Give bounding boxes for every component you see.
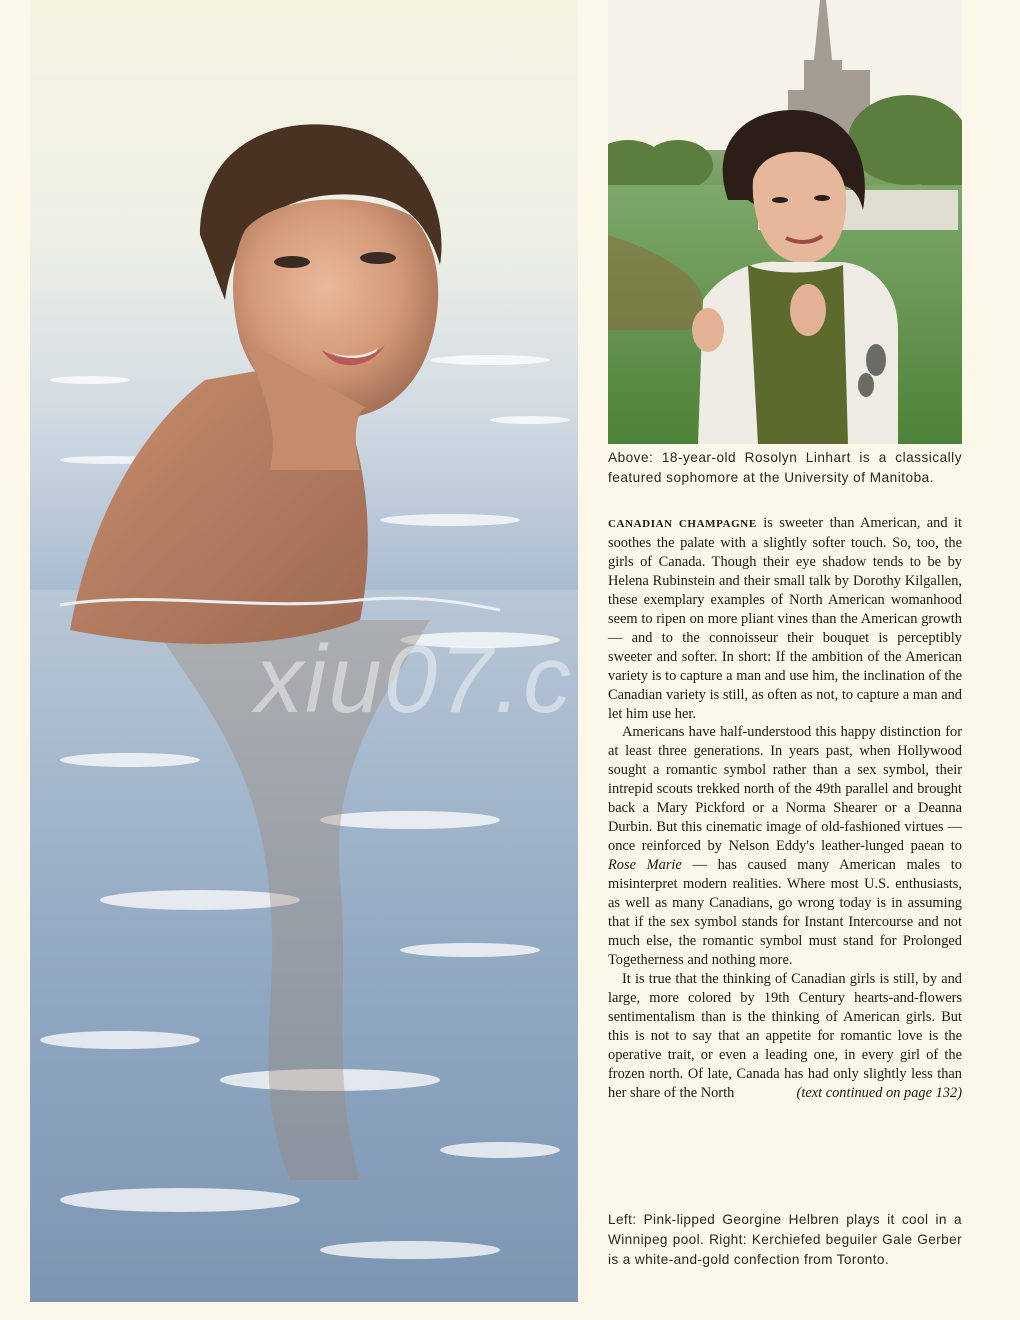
caption-top: Above: 18-year-old Rosolyn Linhart is a classically featured sophomore at the University of Manitoba. xyxy=(608,450,962,485)
paragraph-1 xyxy=(608,514,962,723)
lead-in: CANADIAN CHAMPAGNE xyxy=(608,518,757,530)
paragraph-2-text-a: Americans have half-understood this happy distinction for at least three generations. In years past, when Hollywood sought a romantic symbol rather than a sex symbol, their intrepid scouts trekked north of the 49th parallel and brought back a Mary Pickford or a Norma Shearer or a Deanna Durbin. But this cinematic image of old-fashioned virtues — once reinforced by Nelson Eddy's leather-lunged paean to xyxy=(608,724,962,855)
continued-note: (text continued on page 132) xyxy=(796,1084,962,1101)
article-body xyxy=(608,514,962,1103)
campus-illustration xyxy=(608,0,962,444)
film-title: Rose Marie xyxy=(608,857,682,874)
paragraph-1-text: is sweeter than American, and it soothes the palate with a slightly softer touch. So, too, the girls of Canada. Though their eye shadow tends to be by Helena Rubinstein and their small talk by Dorothy Kilgallen, these exemplary examples of North American womanhood seem to ripen on more pliant vines than the American growth — and to the connoisseur their bouquet is perceptibly sweeter and softer. In short: If the ambition of the American variety is to capture a man and use him, the inclination of the Canadian variety is still, as often as not, to capture a man and let him use her. xyxy=(608,515,962,722)
paragraph-2 xyxy=(608,723,962,969)
paragraph-3 xyxy=(608,970,962,1103)
paragraph-2-text-b: — has caused many American males to misinterpret modern realities. Where most U.S. enthusiasts, as well as many Canadians, go wrong today is in assuming that if the sex symbol stands for Instant Intercourse and not much else, the romantic symbol must stand for Prolonged Togetherness and nothing more. xyxy=(608,857,962,968)
photo-woman-campus xyxy=(608,0,962,444)
paragraph-3-text: It is true that the thinking of Canadian girls is still, by and large, more colored by 19th Century hearts-and-flowers sentimentalism than is the thinking of American girls. But this is not to say that an appetite for romantic love is the operative trait, or even a leading one, in every girl of the frozen north. Of late, Canada has had only slightly less than her share of the North xyxy=(608,970,962,1101)
watermark: xiu07.c xyxy=(255,626,574,733)
caption-bottom: Left: Pink-lipped Georgine Helbren plays it cool in a Winnipeg pool. Right: Kerchiefed beguiler Gale Gerber is a white-and-gold confection from Toronto. xyxy=(608,1212,962,1267)
watermark-clip xyxy=(0,0,580,760)
